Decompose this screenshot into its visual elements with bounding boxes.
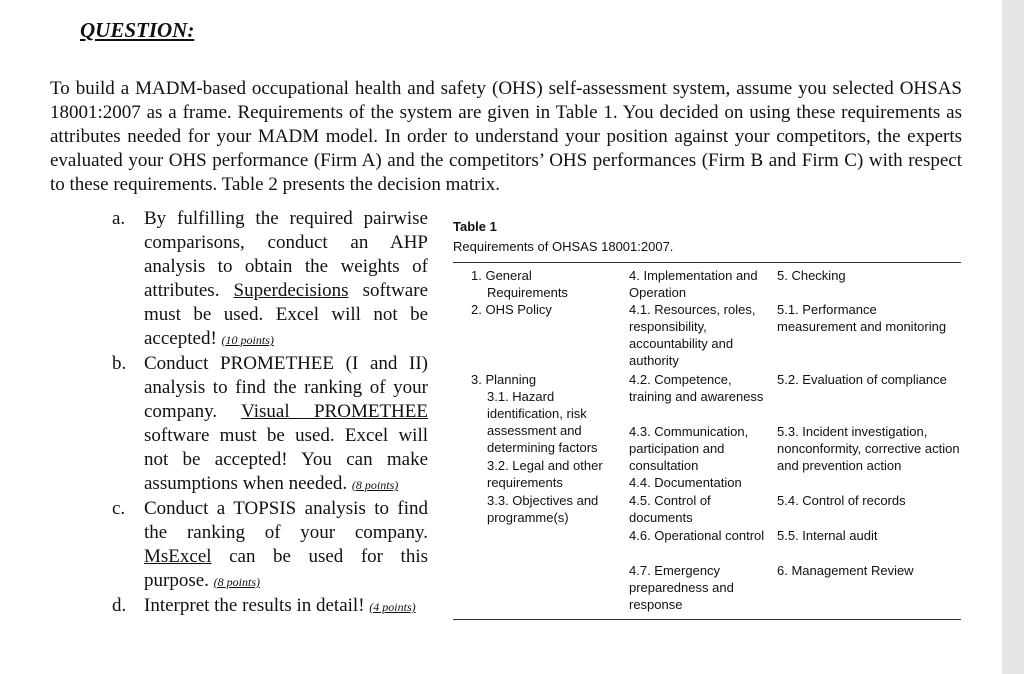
req-general: 1. General Requirements bbox=[471, 268, 568, 300]
req-4-3: 4.3. Communication, participation and consultation bbox=[629, 424, 749, 473]
software-name: MsExcel bbox=[144, 546, 212, 567]
req-3-2: 3.2. Legal and other requirements bbox=[487, 458, 603, 490]
req-ohs-policy: 2. OHS Policy bbox=[471, 302, 552, 317]
req-4-5: 4.5. Control of documents bbox=[629, 493, 711, 525]
task-text: Conduct PROMETHEE (I and II) analysis to find the ranking of your company. bbox=[144, 353, 428, 422]
req-checking: 5. Checking bbox=[777, 268, 846, 283]
task-list bbox=[112, 207, 428, 619]
req-implementation: 4. Implementation and Operation bbox=[629, 268, 758, 300]
points-label: (10 points) bbox=[221, 333, 274, 347]
task-c bbox=[112, 497, 428, 594]
task-text-rest: can be used for this purpose. bbox=[144, 546, 428, 591]
task-a bbox=[112, 207, 428, 352]
table-label: Table 1 bbox=[453, 219, 497, 234]
task-marker: d. bbox=[112, 595, 127, 616]
page-edge bbox=[1002, 0, 1024, 674]
req-4-2: 4.2. Competence, training and awareness bbox=[629, 372, 764, 404]
task-text-rest: software must be used. Excel will not be accepted! You can make assumptions when needed. bbox=[144, 425, 428, 494]
req-5-3: 5.3. Incident investigation, nonconformity, corrective action and prevention action bbox=[777, 424, 960, 473]
task-marker: a. bbox=[112, 208, 126, 229]
req-planning: 3. Planning bbox=[471, 372, 537, 387]
points-label: (8 points) bbox=[213, 575, 260, 589]
req-4-6: 4.6. Operational control bbox=[629, 528, 765, 543]
software-name: Visual PROMETHEE bbox=[241, 401, 428, 422]
req-5-2: 5.2. Evaluation of compliance bbox=[777, 372, 947, 387]
question-heading: QUESTION: bbox=[80, 18, 195, 42]
table-caption bbox=[453, 219, 673, 254]
points-label: (8 points) bbox=[351, 478, 399, 492]
points-label: (4 points) bbox=[369, 600, 416, 614]
req-management-review: 6. Management Review bbox=[777, 563, 914, 578]
task-text: Interpret the results in detail! bbox=[144, 595, 370, 616]
req-4-4: 4.4. Documentation bbox=[629, 475, 742, 490]
task-marker: b. bbox=[112, 353, 127, 374]
table-bottom-rule bbox=[453, 619, 961, 620]
req-4-7: 4.7. Emergency preparedness and response bbox=[629, 563, 734, 612]
req-3-1: 3.1. Hazard identification, risk assessment and determining factors bbox=[487, 389, 598, 455]
task-d bbox=[112, 594, 428, 619]
req-4-1: 4.1. Resources, roles, responsibility, accountability and authority bbox=[629, 302, 756, 368]
table-top-rule bbox=[453, 262, 961, 263]
task-marker: c. bbox=[112, 498, 126, 519]
intro-paragraph: To build a MADM-based occupational health and safety (OHS) self-assessment system, assume you selected OHSAS 18001:2007 as a frame. Requirements of the system are given in Table 1. You decided on using these requirements as attributes needed for your MADM model. In order to understand your position against your competitors, the experts evaluated your OHS performance (Firm A) and the competitors’ OHS performances (Firm B and Firm C) with respect to these requirements. Table 2 presents the decision matrix. bbox=[50, 78, 962, 195]
table-title: Requirements of OHSAS 18001:2007. bbox=[453, 239, 674, 254]
task-b bbox=[112, 352, 428, 497]
req-5-1: 5.1. Performance measurement and monitoring bbox=[777, 302, 947, 334]
req-3-3: 3.3. Objectives and programme(s) bbox=[487, 493, 599, 525]
req-5-5: 5.5. Internal audit bbox=[777, 528, 878, 543]
task-text: By fulfilling the required pairwise comparisons, conduct an AHP analysis to obtain the weights of attributes. bbox=[144, 208, 428, 301]
task-text-rest: software must be used. Excel will not be accepted! bbox=[144, 280, 429, 349]
software-name: Superdecisions bbox=[233, 280, 349, 301]
task-text: Conduct a TOPSIS analysis to find the ranking of your company. bbox=[144, 498, 428, 543]
req-5-4: 5.4. Control of records bbox=[777, 493, 906, 508]
